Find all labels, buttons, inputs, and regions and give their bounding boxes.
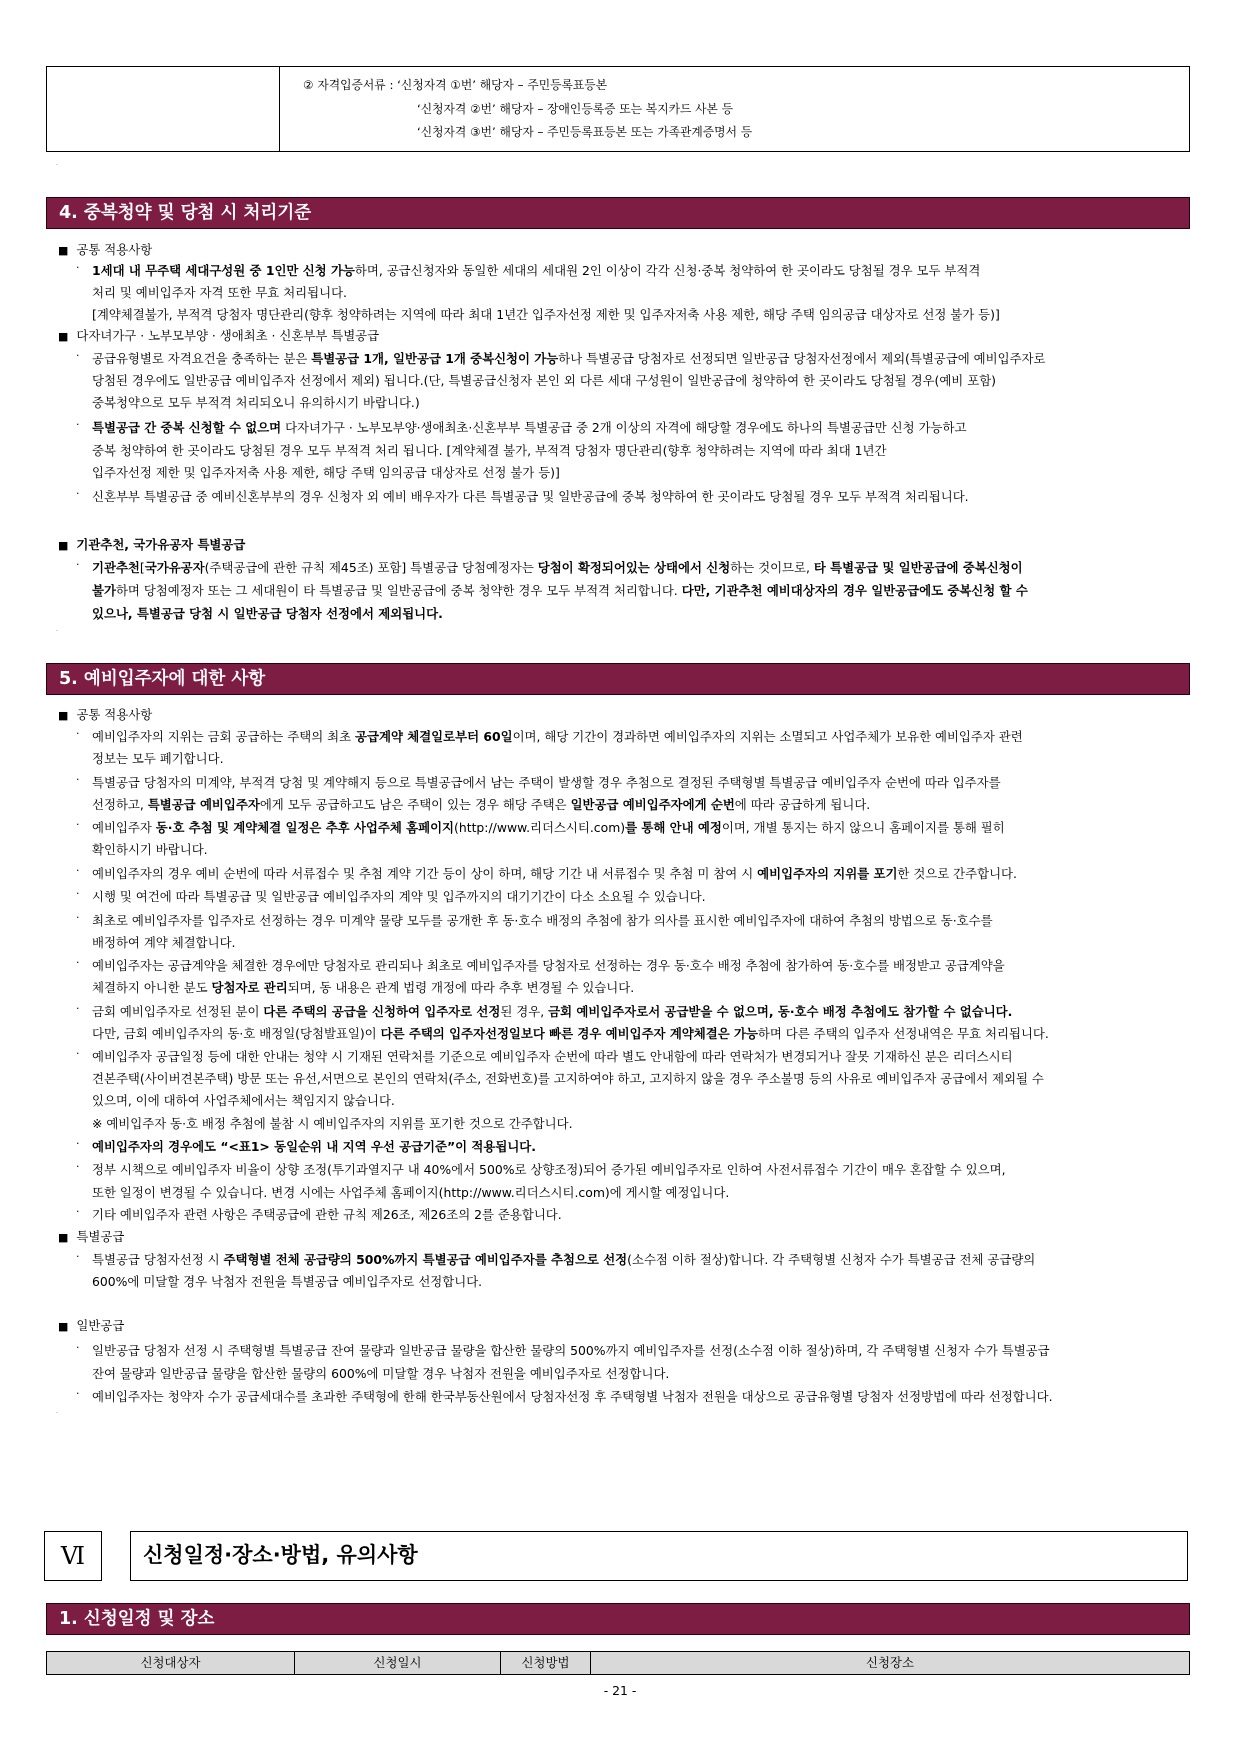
s4-special-b1-line-3: 중복청약으로 모두 부적격 처리되오니 유의하시기 바랍니다.) <box>92 395 420 410</box>
s5-c2-line-2: 선정하고, 특별공급 예비입주자에게 모두 공급하고도 남은 주택이 있는 경우 해당 주택은 일반공급 예비입주자에게 순번에 따라 공급하게 됩니다. <box>92 797 871 812</box>
s5-c8-line-2: 다만, 금회 예비입주자의 동·호 배정일(당첨발표일)이 다른 주택의 입주자선정일보다 빠른 경우 예비입주자 계약체결은 가능하며 다른 주택의 입주자 선정내역은 무효 처리됩니다. <box>92 1026 1049 1041</box>
s5-g2: 예비입주자는 청약자 수가 공급세대수를 초과한 주택형에 한해 한국부동산원에서 당첨자선정 후 주택형별 낙첨자 전원을 대상으로 공급유형별 당첨자 선정방법에 따라 선정합니다. <box>92 1389 1053 1404</box>
square-bullet-icon: ■ <box>58 709 69 722</box>
s5-c12: 기타 예비입주자 관련 사항은 주택공급에 관한 규칙 제26조, 제26조의 2를 준용합니다. <box>92 1207 562 1222</box>
s5-common-heading: ■ 공통 적용사항 <box>58 707 153 722</box>
docs-line-1: ② 자격입증서류 : ‘신청자격 ①번’ 해당자 – 주민등록표등본 <box>303 78 608 92</box>
square-bullet-icon: ■ <box>58 330 69 343</box>
table-divider <box>279 67 280 151</box>
s5-c2-line-1: 특별공급 당첨자의 미계약, 부적격 당첨 및 계약해지 등으로 특별공급에서 남는 주택이 발생할 경우 추첨으로 결정된 주택형별 특별공급 예비입주자 순번에 따라 입주자를 <box>92 775 1001 790</box>
bullet-icon: · <box>76 1002 80 1015</box>
s5-c1-line-2: 정보는 모두 폐기합니다. <box>92 751 224 766</box>
s5-g1-line-1: 일반공급 당첨자 선정 시 주택형별 특별공급 잔여 물량과 일반공급 물량을 합산한 물량의 500%까지 예비입주자를 선정(소수점 이하 절상)하며, 각 주택형별 신청자 수가 특별공급 <box>92 1343 1050 1358</box>
col-header-place: 신청장소 <box>866 1655 914 1670</box>
s5-c6-line-1: 최초로 예비입주자를 입주자로 선정하는 경우 미계약 물량 모두를 공개한 후 동·호수 배정의 추첨에 참가 의사를 표시한 예비입주자에 대하여 추첨의 방법으로 동·호수를 <box>92 913 993 928</box>
section-1-title: 1. 신청일정 및 장소 <box>46 1603 1190 1635</box>
s5-c3-line-2: 확인하시기 바랍니다. <box>92 842 208 857</box>
chapter-number: Ⅵ <box>44 1531 102 1581</box>
col-header-method: 신청방법 <box>501 1652 591 1674</box>
common-rules-heading: ■ 공통 적용사항 <box>58 242 153 257</box>
bullet-icon: · <box>76 1341 80 1354</box>
separator-dot: . <box>56 626 58 633</box>
agency-heading: ■ 기관추천, 국가유공자 특별공급 <box>58 537 246 552</box>
bullet-icon: · <box>76 487 80 500</box>
s5-c7-line-1: 예비입주자는 공급계약을 체결한 경우에만 당첨자로 관리되나 최초로 예비입주자를 당첨자로 선정하는 경우 동·호수 배정 추첨에 참가하여 동·호수를 배정받고 공급계약을 <box>92 958 1005 973</box>
s4-agency-line-3: 있으나, 특별공급 당첨 시 일반공급 당첨자 선정에서 제외됩니다. <box>92 606 443 621</box>
s4-special-b3: 신혼부부 특별공급 중 예비신혼부부의 경우 신청자 외 예비 배우자가 다른 특별공급 및 일반공급에 중복 청약하여 한 곳이라도 당첨될 경우 모두 부적격 처리됩니다. <box>92 489 969 504</box>
s4-special-b1-line-1: 공급유형별로 자격요건을 충족하는 분은 특별공급 1개, 일반공급 1개 중복신청이 가능하나 특별공급 당첨자로 선정되면 일반공급 당첨자선정에서 제외(특별공급에 예비입주자로 <box>92 351 1046 366</box>
s5-c9-note: ※ 예비입주자 동·호 배정 추첨에 불참 시 예비입주자의 지위를 포기한 것으로 간주합니다. <box>92 1116 573 1131</box>
page-number: - 21 - <box>603 1683 637 1698</box>
s5-c7-line-2: 체결하지 아니한 분도 당첨자로 관리되며, 동 내용은 관계 법령 개정에 따라 추후 변경될 수 있습니다. <box>92 980 635 995</box>
bullet-icon: · <box>76 261 80 274</box>
qualification-docs-table <box>46 66 1190 152</box>
square-bullet-icon: ■ <box>58 539 69 552</box>
s4-common-line-1: 1세대 내 무주택 세대구성원 중 1인만 신청 가능하며, 공급신청자와 동일한 세대의 세대원 2인 이상이 각각 신청·중복 청약하여 한 곳이라도 당첨될 경우 모두 부적격 <box>92 263 981 278</box>
s4-agency-line-2: 불가하며 당첨예정자 또는 그 세대원이 타 특별공급 및 일반공급에 중복 청약한 경우 모두 부적격 처리합니다. 다만, 기관추천 예비대상자의 경우 일반공급에도 중복신청 할 수 <box>92 583 1028 598</box>
s5-c6-line-2: 배정하여 계약 체결합니다. <box>92 935 236 950</box>
s5-c9-line-2: 견본주택(사이버견본주택) 방문 또는 유선,서면으로 본인의 연락처(주소, 전화번호)를 고지하여야 하고, 고지하지 않을 경우 주소불명 등의 사유로 예비입주자 공급에서 제외될 수 <box>92 1071 1044 1086</box>
special-supply-heading: ■ 다자녀가구 · 노부모부양 · 생애최초 · 신혼부부 특별공급 <box>58 328 380 343</box>
separator-dot: . <box>56 1408 58 1415</box>
bullet-icon: · <box>76 558 80 571</box>
docs-line-2: ‘신청자격 ②번’ 해당자 – 장애인등록증 또는 복지카드 사본 등 <box>417 102 734 116</box>
s4-special-b2-line-1: 특별공급 간 중복 신청할 수 없으며 다자녀가구 · 노부모부양·생애최초·신혼부부 특별공급 중 2개 이상의 자격에 해당할 경우에도 하나의 특별공급만 신청 가능하고 <box>92 420 967 435</box>
s5-c11-line-2: 또한 일정이 변경될 수 있습니다. 변경 시에는 사업주체 홈페이지(http://www.리더스시티.com)에 게시할 예정입니다. <box>92 1185 730 1200</box>
s5-c10: 예비입주자의 경우에도 “<표1> 동일순위 내 지역 우선 공급기준”이 적용됩니다. <box>92 1139 536 1154</box>
s5-s1-line-1: 특별공급 당첨자선정 시 주택형별 전체 공급량의 500%까지 특별공급 예비입주자를 추첨으로 선정(소수점 이하 절상)합니다. 각 주택형별 신청자 수가 특별공급 전체 공급량의 <box>92 1252 1036 1267</box>
s5-c4: 예비입주자의 경우 예비 순번에 따라 서류접수 및 추첨 계약 기간 등이 상이 하며, 해당 기간 내 서류접수 및 추첨 미 참여 시 예비입주자의 지위를 포기한 것으로 간주합니다. <box>92 866 1017 881</box>
s5-c3-line-1: 예비입주자 동·호 추첨 및 계약체결 일정은 추후 사업주체 홈페이지(http://www.리더스시티.com)를 통해 안내 예정이며, 개별 통지는 하지 않으니 홈페이지를 통해 필히 <box>92 820 1005 835</box>
s4-special-b2-line-3: 입주자선정 제한 및 입주자저축 사용 제한, 해당 주택 임의공급 대상자로 선정 불가 등)] <box>92 465 560 480</box>
s4-common-line-2: 처리 및 예비입주자 자격 또한 무효 처리됩니다. <box>92 285 347 300</box>
s5-g1-line-2: 잔여 물량과 일반공급 물량을 합산한 물량의 600%에 미달할 경우 낙첨자 전원을 예비입주자로 선정합니다. <box>92 1366 670 1381</box>
bullet-icon: · <box>76 1047 80 1060</box>
bullet-icon: · <box>76 1160 80 1173</box>
bullet-icon: · <box>76 418 80 431</box>
s4-common-line-3: [계약체결불가, 부적격 당첨자 명단관리(향후 청약하려는 지역에 따라 최대 1년간 입주자선정 제한 및 입주자저축 사용 제한, 해당 주택 임의공급 대상자로 선정 불가 등)] <box>92 307 1000 322</box>
bullet-icon: · <box>76 887 80 900</box>
s5-c8-line-1: 금회 예비입주자로 선정된 분이 다른 주택의 공급을 신청하여 입주자로 선정된 경우, 금회 예비입주자로서 공급받을 수 없으며, 동·호수 배정 추첨에도 참가할 수 없습니다. <box>92 1004 1013 1019</box>
col-header-applicant: 신청대상자 <box>47 1652 295 1674</box>
square-bullet-icon: ■ <box>58 244 69 257</box>
s4-agency-line-1: 기관추천[국가유공자(주택공급에 관한 규칙 제45조) 포함] 특별공급 당첨예정자는 당첨이 확정되어있는 상태에서 신청하는 것이므로, 타 특별공급 및 일반공급에 중복신청이 <box>92 560 1023 575</box>
s5-c9-line-1: 예비입주자 공급일정 등에 대한 안내는 청약 시 기재된 연락처를 기준으로 예비입주자 순번에 따라 별도 안내함에 따라 연락처가 변경되거나 잘못 기재하신 분은 리더스시티 <box>92 1049 1013 1064</box>
square-bullet-icon: ■ <box>58 1231 69 1244</box>
s4-special-b1-line-2: 당첨된 경우에도 일반공급 예비입주자 선정에서 제외) 됩니다.(단, 특별공급신청자 본인 외 다른 세대 구성원이 일반공급에 청약하여 한 곳이라도 당첨될 경우(예비 포함) <box>92 373 996 388</box>
s5-general-heading: ■ 일반공급 <box>58 1318 125 1333</box>
s4-special-b2-line-2: 중복 청약하여 한 곳이라도 당첨된 경우 모두 부적격 처리 됩니다. [계약체결 불가, 부적격 당첨자 명단관리(향후 청약하려는 지역에 따라 최대 1년간 <box>92 443 887 458</box>
bullet-icon: · <box>76 773 80 786</box>
bullet-icon: · <box>76 1137 80 1150</box>
section-4-title: 4. 중복청약 및 당첨 시 처리기준 <box>46 197 1190 229</box>
bullet-icon: · <box>76 349 80 362</box>
schedule-table-header <box>46 1651 1190 1675</box>
section-5-title: 5. 예비입주자에 대한 사항 <box>46 663 1190 695</box>
col-header-date: 신청일시 <box>295 1652 501 1674</box>
s5-c1-line-1: 예비입주자의 지위는 금회 공급하는 주택의 최초 공급계약 체결일로부터 60일이며, 해당 기간이 경과하면 예비입주자의 지위는 소멸되고 사업주체가 보유한 예비입주자 관련 <box>92 729 1023 744</box>
chapter-title: 신청일정·장소·방법, 유의사항 <box>130 1531 1188 1581</box>
bullet-icon: · <box>76 727 80 740</box>
bullet-icon: · <box>76 1250 80 1263</box>
separator-dot: . <box>56 160 58 167</box>
docs-line-3: ‘신청자격 ③번’ 해당자 – 주민등록표등본 또는 가족관계증명서 등 <box>417 125 753 139</box>
s5-c11-line-1: 정부 시책으로 예비입주자 비율이 상향 조정(투기과열지구 내 40%에서 500%로 상향조정)되어 증가된 예비입주자로 인하여 사전서류접수 기간이 매우 혼잡할 수 있으며, <box>92 1162 1006 1177</box>
bullet-icon: · <box>76 1387 80 1400</box>
s5-c5: 시행 및 여건에 따라 특별공급 및 일반공급 예비입주자의 계약 및 입주까지의 대기기간이 다소 소요될 수 있습니다. <box>92 889 706 904</box>
bullet-icon: · <box>76 911 80 924</box>
s5-s1-line-2: 600%에 미달할 경우 낙첨자 전원을 특별공급 예비입주자로 선정합니다. <box>92 1274 483 1289</box>
bullet-icon: · <box>76 818 80 831</box>
bullet-icon: · <box>76 956 80 969</box>
bullet-icon: · <box>76 864 80 877</box>
square-bullet-icon: ■ <box>58 1320 69 1333</box>
bullet-icon: · <box>76 1205 80 1218</box>
s5-c9-line-3: 있으며, 이에 대하여 사업주체에서는 책임지지 않습니다. <box>92 1093 395 1108</box>
s5-special-heading: ■ 특별공급 <box>58 1229 125 1244</box>
